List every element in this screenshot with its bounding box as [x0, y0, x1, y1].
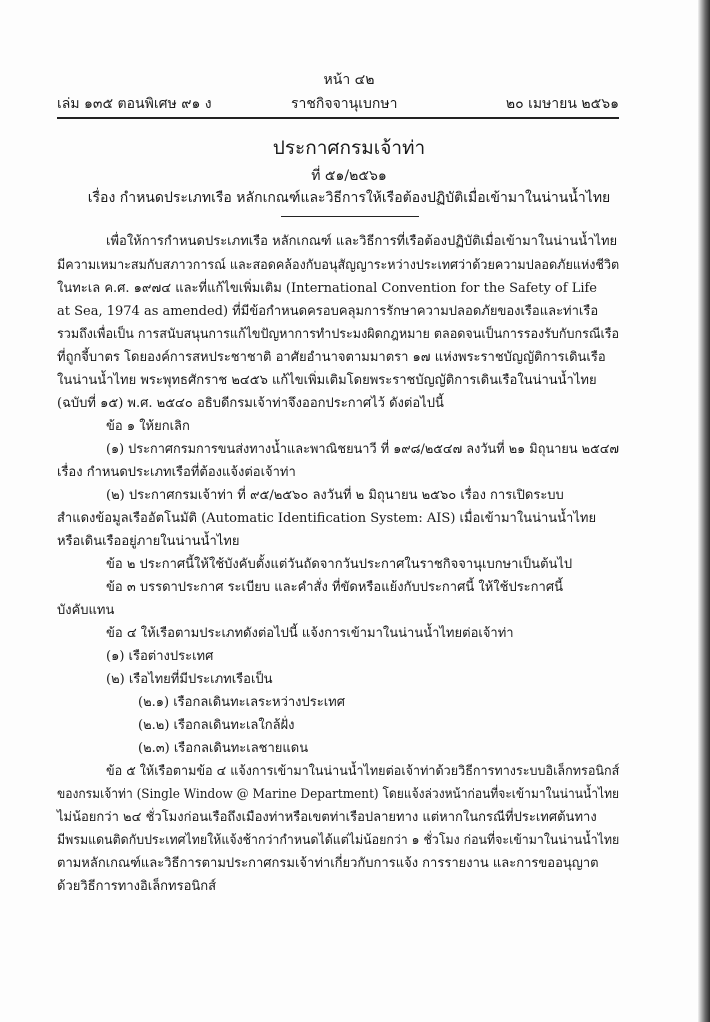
document-subject: เรื่อง กำหนดประเภทเรือ หลักเกณฑ์และวิธีการให้เรือต้องปฏิบัติเมื่อเข้ามาในน่านน้ำไทย — [87, 190, 611, 206]
list-item: (๒) เรือไทยที่มีประเภทเรือเป็น — [106, 672, 273, 687]
title-divider — [281, 216, 419, 217]
body-line: (๑) ประกาศกรมการขนส่งทางน้ำและพาณิชยนาวี ที่ ๑๙๘/๒๕๔๗ ลงวันที่ ๒๑ มิถุนายน ๒๕๔๗ — [106, 442, 620, 457]
clause-3: ข้อ ๓ บรรดาประกาศ ระเบียบ และคำสั่ง ที่ขัดหรือแย้งกับประกาศนี้ ให้ใช้ประกาศนี้ — [106, 580, 563, 595]
gazette-name: ราชกิจจานุเบกษา — [291, 96, 398, 112]
body-line: at Sea, 1974 as amended) ที่มีข้อกำหนดครอบคลุมการรักษาความปลอดภัยของเรือและท่าเรือ — [57, 304, 599, 319]
body-line: รวมถึงเพื่อเป็น การสนับสนุนการแก้ไขปัญหาการทำประมงผิดกฎหมาย ตลอดจนเป็นการรองรับกับกรณีเรือ — [57, 327, 620, 342]
body-line: หรือเดินเรืออยู่ภายในน่านน้ำไทย — [57, 534, 240, 549]
body-line: สำแดงข้อมูลเรืออัตโนมัติ (Automatic Identification System: AIS) เมื่อเข้ามาในน่านน้ำไทย — [57, 511, 597, 526]
document-title: ประกาศกรมเจ้าท่า — [272, 137, 426, 159]
page-number: หน้า ๔๒ — [323, 72, 375, 88]
body-line: มีพรมแดนติดกับประเทศไทยให้แจ้งช้ากว่ากำหนดได้แต่ไม่น้อยกว่า ๑ ชั่วโมง ก่อนที่จะเข้ามาในน่านน้ำไทย — [57, 833, 620, 848]
body-line: (ฉบับที่ ๑๕) พ.ศ. ๒๕๔๐ อธิบดีกรมเจ้าท่าจึงออกประกาศไว้ ดังต่อไปนี้ — [57, 396, 444, 411]
body-line: บังคับแทน — [57, 603, 115, 618]
page-edge-shadow — [698, 0, 710, 1022]
body-line: มีความเหมาะสมกับสภาวการณ์ และสอดคล้องกับอนุสัญญาระหว่างประเทศว่าด้วยความปลอดภัยแห่งชีวิต — [57, 258, 620, 273]
body-line: เรื่อง กำหนดประเภทเรือที่ต้องแจ้งต่อเจ้าท่า — [57, 465, 296, 480]
list-item: (๑) เรือต่างประเทศ — [106, 649, 214, 664]
clause-4: ข้อ ๔ ให้เรือตามประเภทดังต่อไปนี้ แจ้งการเข้ามาในน่านน้ำไทยต่อเจ้าท่า — [106, 626, 514, 641]
body-line: ที่ถูกจี้บาตร โดยองค์การสหประชาชาติ อาศัยอำนาจตามมาตรา ๑๗ แห่งพระราชบัญญัติการเดินเรือ — [57, 350, 606, 365]
sub-list-item: (๒.๑) เรือกลเดินทะเลระหว่างประเทศ — [138, 695, 345, 710]
body-line: ตามหลักเกณฑ์และวิธีการตามประกาศกรมเจ้าท่าเกี่ยวกับการแจ้ง การรายงาน และการขออนุญาต — [57, 856, 599, 871]
body-line: ด้วยวิธีการทางอิเล็กทรอนิกส์ — [57, 879, 217, 894]
clause-2: ข้อ ๒ ประกาศนี้ให้ใช้บังคับตั้งแต่วันถัดจากวันประกาศในราชกิจจานุเบกษาเป็นต้นไป — [106, 557, 573, 572]
sub-list-item: (๒.๓) เรือกลเดินทะเลชายแดน — [138, 741, 309, 756]
body-line: เพื่อให้การกำหนดประเภทเรือ หลักเกณฑ์ และวิธีการที่เรือต้องปฏิบัติเมื่อเข้ามาในน่านน้ำไทย — [106, 234, 618, 249]
body-line: ไม่น้อยกว่า ๒๔ ชั่วโมงก่อนเรือถึงเมืองท่าหรือเขตท่าเรือปลายทาง แต่หากในกรณีที่ประเทศต้นทาง — [57, 810, 597, 825]
clause-5: ข้อ ๕ ให้เรือตามข้อ ๔ แจ้งการเข้ามาในน่านน้ำไทยต่อเจ้าท่าด้วยวิธีการทางระบบอิเล็กทรอนิกส์ — [106, 764, 620, 779]
document-number: ที่ ๕๑/๒๕๖๑ — [311, 168, 387, 184]
body-line: ในน่านน้ำไทย พระพุทธศักราช ๒๔๕๖ แก้ไขเพิ่มเติมโดยพระราชบัญญัติการเดินเรือในน่านน้ำไทย — [57, 373, 597, 388]
volume-issue: เล่ม ๑๓๕ ตอนพิเศษ ๙๑ ง — [57, 96, 212, 112]
header-divider — [57, 117, 619, 119]
body-line: (๒) ประกาศกรมเจ้าท่า ที่ ๙๕/๒๕๖๐ ลงวันที่ ๒ มิถุนายน ๒๕๖๐ เรื่อง การเปิดระบบ — [106, 488, 564, 503]
clause-1: ข้อ ๑ ให้ยกเลิก — [106, 419, 190, 434]
sub-list-item: (๒.๒) เรือกลเดินทะเลใกล้ฝั่ง — [138, 718, 295, 733]
body-line: ของกรมเจ้าท่า (Single Window @ Marine Department) โดยแจ้งล่วงหน้าก่อนที่จะเข้ามาในน่านน้ำไทย — [57, 787, 620, 802]
publication-date: ๒๐ เมษายน ๒๕๖๑ — [505, 96, 619, 112]
body-line: ในทะเล ค.ศ. ๑๙๗๔ และที่แก้ไขเพิ่มเติม (International Convention for the Safety of Life — [57, 281, 597, 296]
